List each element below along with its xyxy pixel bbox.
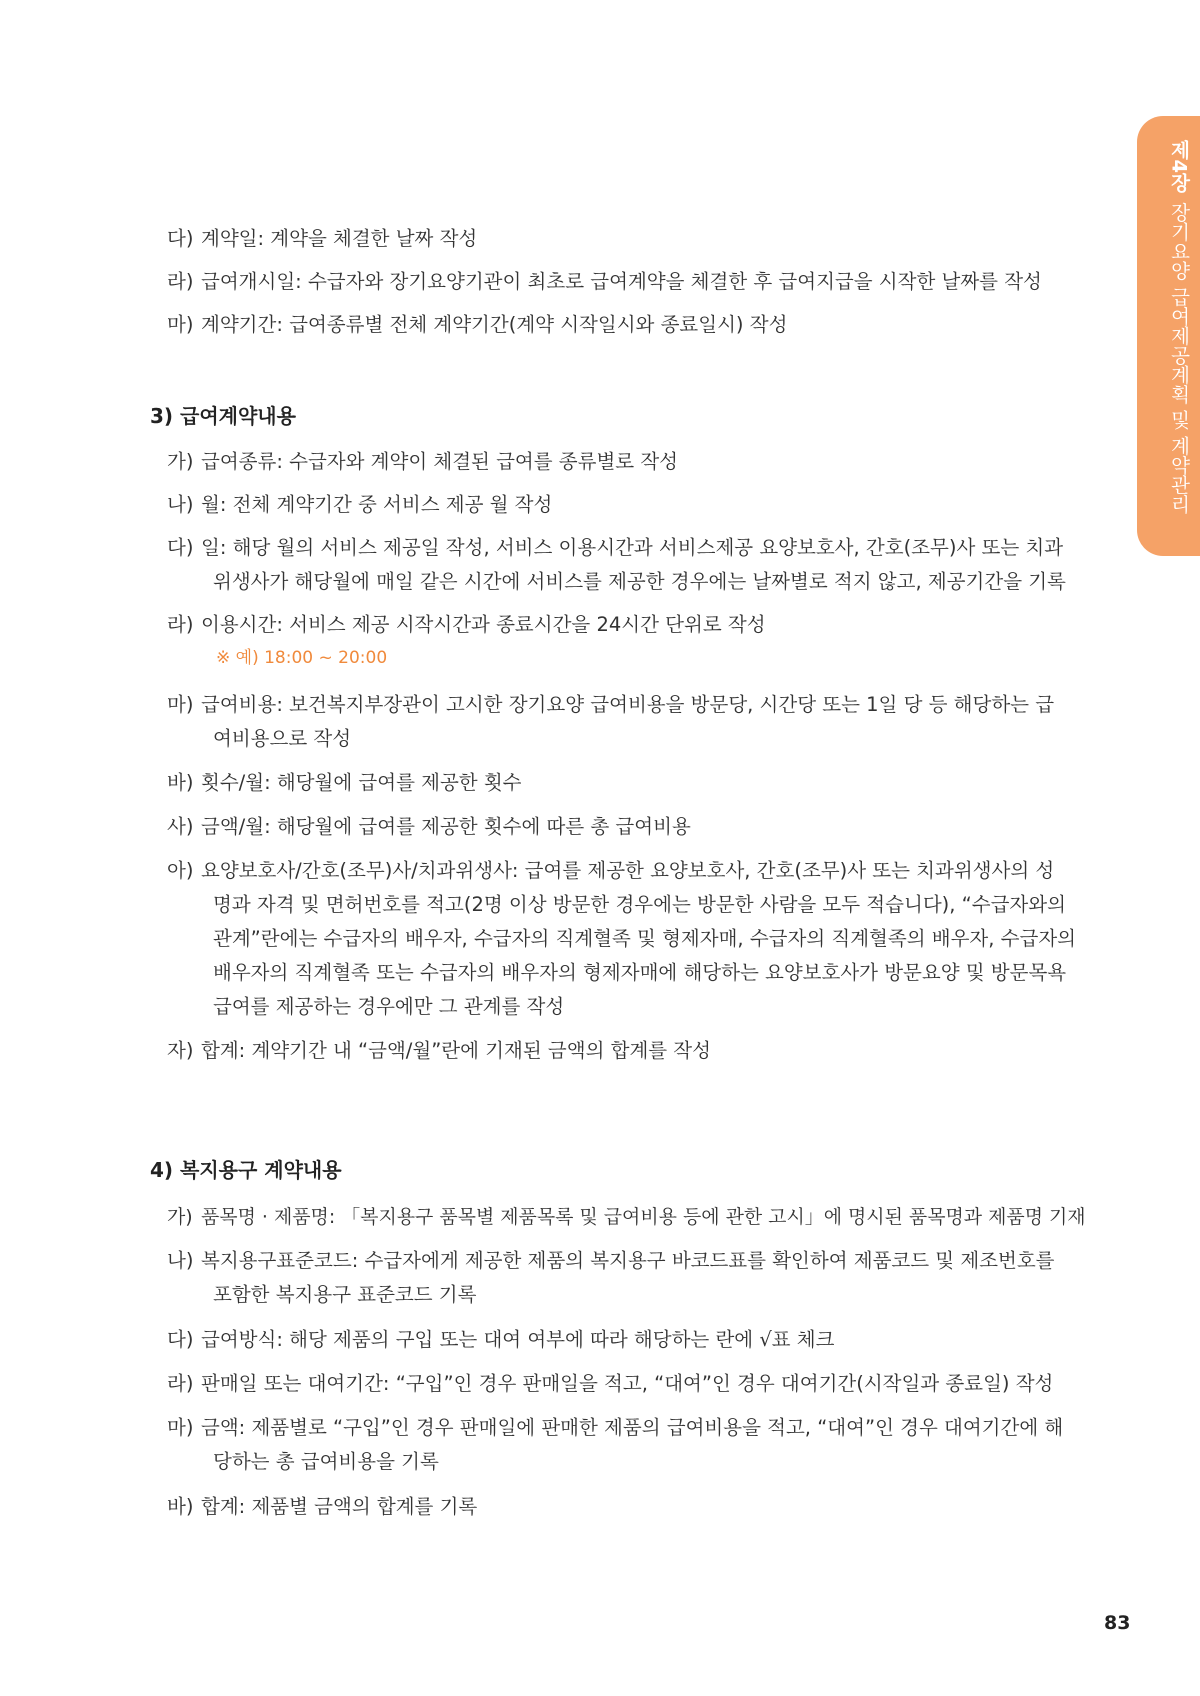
list-item: 나) 월: 전체 계약기간 중 서비스 제공 월 작성 <box>167 493 553 516</box>
list-item-continuation: 당하는 총 급여비용을 기록 <box>213 1450 439 1473</box>
list-item-continuation: 관계”란에는 수급자의 배우자, 수급자의 직계혈족 및 형제자매, 수급자의 직계혈족의 배우자, 수급자의 <box>213 927 1077 950</box>
section-heading-benefit-contract: 3) 급여계약내용 <box>150 404 296 428</box>
list-item: 마) 계약기간: 급여종류별 전체 계약기간(계약 시작일시와 종료일시) 작성 <box>167 313 788 336</box>
list-item: 라) 판매일 또는 대여기간: “구입”인 경우 판매일을 적고, “대여”인 경우 대여기간(시작일과 종료일) 작성 <box>167 1372 1054 1395</box>
list-item: 다) 계약일: 계약을 체결한 날짜 작성 <box>167 227 478 250</box>
list-item: 사) 금액/월: 해당월에 급여를 제공한 횟수에 따른 총 급여비용 <box>167 815 691 838</box>
list-item-continuation: 배우자의 직계혈족 또는 수급자의 배우자의 형제자매에 해당하는 요양보호사가 방문요양 및 방문목욕 <box>213 961 1067 984</box>
list-item: 나) 복지용구표준코드: 수급자에게 제공한 제품의 복지용구 바코드표를 확인하여 제품코드 및 제조번호를 <box>167 1249 1055 1272</box>
list-item: 다) 급여방식: 해당 제품의 구입 또는 대여 여부에 따라 해당하는 란에 √표 체크 <box>167 1328 835 1351</box>
list-item: 자) 합계: 계약기간 내 “금액/월”란에 기재된 금액의 합계를 작성 <box>167 1039 711 1062</box>
list-item: 아) 요양보호사/간호(조무)사/치과위생사: 급여를 제공한 요양보호사, 간호(조무)사 또는 치과위생사의 성 <box>167 859 1055 882</box>
chapter-number: 제4장 <box>1167 140 1191 193</box>
list-item: 마) 금액: 제품별로 “구입”인 경우 판매일에 판매한 제품의 급여비용을 적고, “대여”인 경우 대여기간에 해 <box>167 1416 1064 1439</box>
list-item: 바) 횟수/월: 해당월에 급여를 제공한 횟수 <box>167 771 522 794</box>
list-item-continuation: 위생사가 해당월에 매일 같은 시간에 서비스를 제공한 경우에는 날짜별로 적지 않고, 제공기간을 기록 <box>213 570 1066 593</box>
list-item: 다) 일: 해당 월의 서비스 제공일 작성, 서비스 이용시간과 서비스제공 요양보호사, 간호(조무)사 또는 치과 <box>167 536 1064 559</box>
list-item: 라) 이용시간: 서비스 제공 시작시간과 종료시간을 24시간 단위로 작성 <box>167 613 766 636</box>
chapter-side-tab-label <box>1169 140 1189 514</box>
list-item-continuation: 포함한 복지용구 표준코드 기록 <box>213 1283 477 1306</box>
list-item-continuation: 여비용으로 작성 <box>213 727 352 750</box>
list-item-continuation: 급여를 제공하는 경우에만 그 관계를 작성 <box>213 995 565 1018</box>
example-note: ※ 예) 18:00 ~ 20:00 <box>216 648 388 668</box>
list-item: 마) 급여비용: 보건복지부장관이 고시한 장기요양 급여비용을 방문당, 시간당 또는 1일 당 등 해당하는 급 <box>167 693 1055 716</box>
list-item-continuation: 명과 자격 및 면허번호를 적고(2명 이상 방문한 경우에는 방문한 사람을 모두 적습니다), “수급자와의 <box>213 893 1066 916</box>
page-number: 83 <box>1104 1612 1131 1634</box>
chapter-title: 장기요양 급여제공계획 및 계약관리 <box>1167 202 1191 514</box>
list-item: 가) 품목명 · 제품명: 「복지용구 품목별 제품목록 및 급여비용 등에 관한 고시」에 명시된 품목명과 제품명 기재 <box>167 1206 1086 1228</box>
list-item: 라) 급여개시일: 수급자와 장기요양기관이 최초로 급여계약을 체결한 후 급여지급을 시작한 날짜를 작성 <box>167 270 1042 293</box>
list-item: 바) 합계: 제품별 금액의 합계를 기록 <box>167 1495 478 1518</box>
section-heading-welfare-equipment: 4) 복지용구 계약내용 <box>150 1158 342 1182</box>
list-item: 가) 급여종류: 수급자와 계약이 체결된 급여를 종류별로 작성 <box>167 450 679 473</box>
